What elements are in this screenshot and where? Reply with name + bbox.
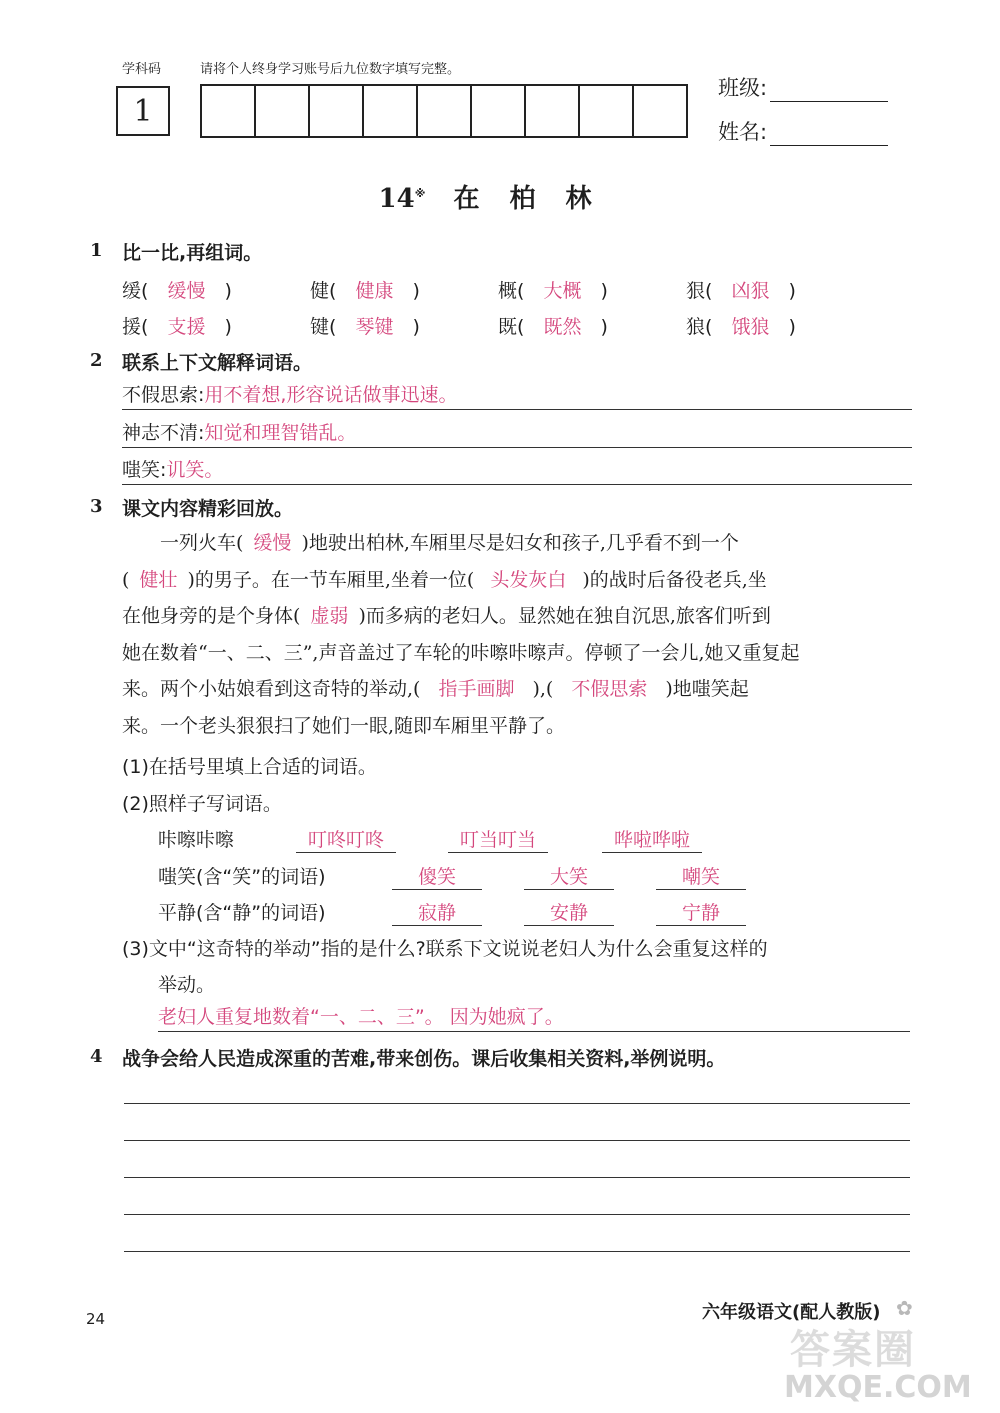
- term-label: 嗤笑:: [122, 459, 167, 481]
- pattern-label: 嗤笑(含“笑”的词语): [158, 866, 326, 888]
- term-label: 神志不清:: [122, 422, 205, 444]
- answer-word: 饿狼: [731, 316, 770, 338]
- passage-line: 她在数着“一、二、三”,声音盖过了车轮的咔嚓咔嚓声。停顿了一会儿,她又重复起: [122, 641, 800, 664]
- account-instruction: 请将个人终身学习账号后九位数字填写完整。: [200, 62, 461, 77]
- name-field: [718, 116, 888, 146]
- pattern-answer: 叮咚叮咚: [296, 825, 396, 853]
- digit-box[interactable]: [202, 86, 256, 136]
- passage-fill-answer: 头发灰白: [490, 568, 567, 591]
- question-prompt: 战争会给人民造成深重的苦难,带来创伤。课后收集相关资料,举例说明。: [122, 1048, 726, 1070]
- word-pair: 概( 大概 ): [498, 276, 608, 303]
- pattern-answer: 叮当叮当: [448, 825, 548, 853]
- digit-box[interactable]: [526, 86, 580, 136]
- definition-line: [122, 380, 912, 410]
- class-field: [718, 72, 888, 102]
- word-pair: 键( 琴键 ): [310, 312, 420, 339]
- digit-box[interactable]: [418, 86, 472, 136]
- question-number: 1: [90, 240, 103, 261]
- pattern-answer: 嘲笑: [656, 862, 746, 890]
- flower-icon: ✿: [896, 1296, 913, 1320]
- definition-line: [122, 455, 912, 485]
- pattern-label: 平静(含“静”的词语): [158, 902, 326, 924]
- digit-box[interactable]: [364, 86, 418, 136]
- pattern-answer: 宁静: [656, 898, 746, 926]
- answer-word: 凶狠: [731, 280, 770, 302]
- pattern-answer: 大笑: [524, 862, 614, 890]
- passage-fill-answer: 虚弱: [310, 605, 349, 627]
- question-prompt: 比一比,再组词。: [122, 242, 263, 264]
- page-number: 24: [86, 1310, 106, 1328]
- writing-line[interactable]: [124, 1250, 910, 1252]
- writing-line[interactable]: [124, 1176, 910, 1178]
- passage-fill-answer: 健壮: [139, 568, 178, 591]
- digit-box[interactable]: [472, 86, 526, 136]
- passage: [122, 525, 912, 744]
- digit-box[interactable]: [310, 86, 364, 136]
- answer-word: 大概: [543, 280, 582, 302]
- definition-answer: 知觉和理智错乱。: [204, 422, 357, 444]
- answer-word: 健康: [355, 280, 394, 302]
- answer-word: 琴键: [355, 316, 394, 338]
- word-pair: 缓( 缓慢 ): [122, 276, 232, 303]
- question-number: 2: [90, 350, 103, 371]
- watermark: 答案圈: [790, 1327, 916, 1373]
- pattern-label: 咔嚓咔嚓: [158, 829, 235, 851]
- sub-question-3: (3)文中“这奇特的举动”指的是什么?联系下文说说老妇人为什么会重复这样的: [122, 938, 768, 960]
- pattern-answer: 傻笑: [392, 862, 482, 890]
- word-pair: 既( 既然 ): [498, 312, 608, 339]
- sub-question-3-cont: 举动。: [158, 974, 216, 996]
- passage-fill-answer: 指手画脚: [438, 678, 515, 700]
- word-pair: 狠( 凶狠 ): [686, 276, 796, 303]
- name-label: 姓名:: [718, 120, 768, 144]
- sub-question-3-answer-line: [158, 1002, 910, 1032]
- name-blank[interactable]: [770, 127, 888, 146]
- term-label: 不假思索:: [122, 384, 205, 406]
- question-prompt: 联系上下文解释词语。: [122, 352, 313, 374]
- digit-box[interactable]: [634, 86, 686, 136]
- answer-word: 既然: [543, 316, 582, 338]
- definition-line: [122, 418, 912, 448]
- question-number: 3: [90, 496, 103, 517]
- word-pair: 健( 健康 ): [310, 276, 420, 303]
- passage-line: 一列火车( 缓慢 )地驶出柏林,车厢里尽是妇女和孩子,几乎看不到一个: [160, 532, 739, 554]
- word-pair: 狼( 饿狼 ): [686, 312, 796, 339]
- book-title: 六年级语文(配人教版): [702, 1302, 881, 1323]
- writing-line[interactable]: [124, 1139, 910, 1141]
- sub-question-3-answer: 老妇人重复地数着“一、二、三”。 因为她疯了。: [158, 1006, 564, 1028]
- writing-line[interactable]: [124, 1102, 910, 1104]
- lesson-number: 14: [378, 184, 415, 214]
- class-blank[interactable]: [770, 83, 888, 102]
- passage-line: 在他身旁的是个身体( 虚弱 )而多病的老妇人。显然她在独自沉思,旅客们听到: [122, 605, 771, 627]
- pattern-answer: 安静: [524, 898, 614, 926]
- word-pair: 援( 支援 ): [122, 312, 232, 339]
- digit-box[interactable]: [580, 86, 634, 136]
- subject-code-label: 学科码: [122, 62, 162, 77]
- pattern-answer: 哗啦哗啦: [602, 825, 702, 853]
- passage-fill-answer: 缓慢: [253, 532, 292, 554]
- answer-word: 支援: [167, 316, 206, 338]
- optional-lesson-mark: ※: [414, 187, 426, 201]
- class-label: 班级:: [718, 76, 768, 100]
- definition-answer: 讥笑。: [166, 459, 224, 481]
- writing-line[interactable]: [124, 1213, 910, 1215]
- watermark-url: MXQE.COM: [784, 1370, 972, 1405]
- account-digit-boxes[interactable]: [200, 84, 688, 138]
- answer-word: 缓慢: [167, 280, 206, 302]
- passage-line: 来。一个老头狠狠扫了她们一眼,随即车厢里平静了。: [122, 714, 566, 737]
- pattern-answer: 寂静: [392, 898, 482, 926]
- digit-box[interactable]: [256, 86, 310, 136]
- lesson-name: 在柏林: [453, 184, 622, 214]
- passage-fill-answer: 不假思索: [571, 678, 648, 700]
- passage-line: 来。两个小姑娘看到这奇特的举动,( 指手画脚 ),( 不假思索 )地嗤笑起: [122, 678, 749, 700]
- subject-code-box: 1: [116, 86, 170, 136]
- definition-answer: 用不着想,形容说话做事迅速。: [204, 384, 458, 406]
- lesson-title: [0, 178, 1000, 215]
- passage-line: ( 健壮 )的男子。在一节车厢里,坐着一位( 头发灰白 )的战时后备役老兵,坐: [122, 568, 767, 591]
- question-prompt: 课文内容精彩回放。: [122, 498, 294, 520]
- sub-question-2: (2)照样子写词语。: [122, 793, 282, 815]
- sub-question-1: (1)在括号里填上合适的词语。: [122, 756, 377, 778]
- question-number: 4: [90, 1046, 103, 1067]
